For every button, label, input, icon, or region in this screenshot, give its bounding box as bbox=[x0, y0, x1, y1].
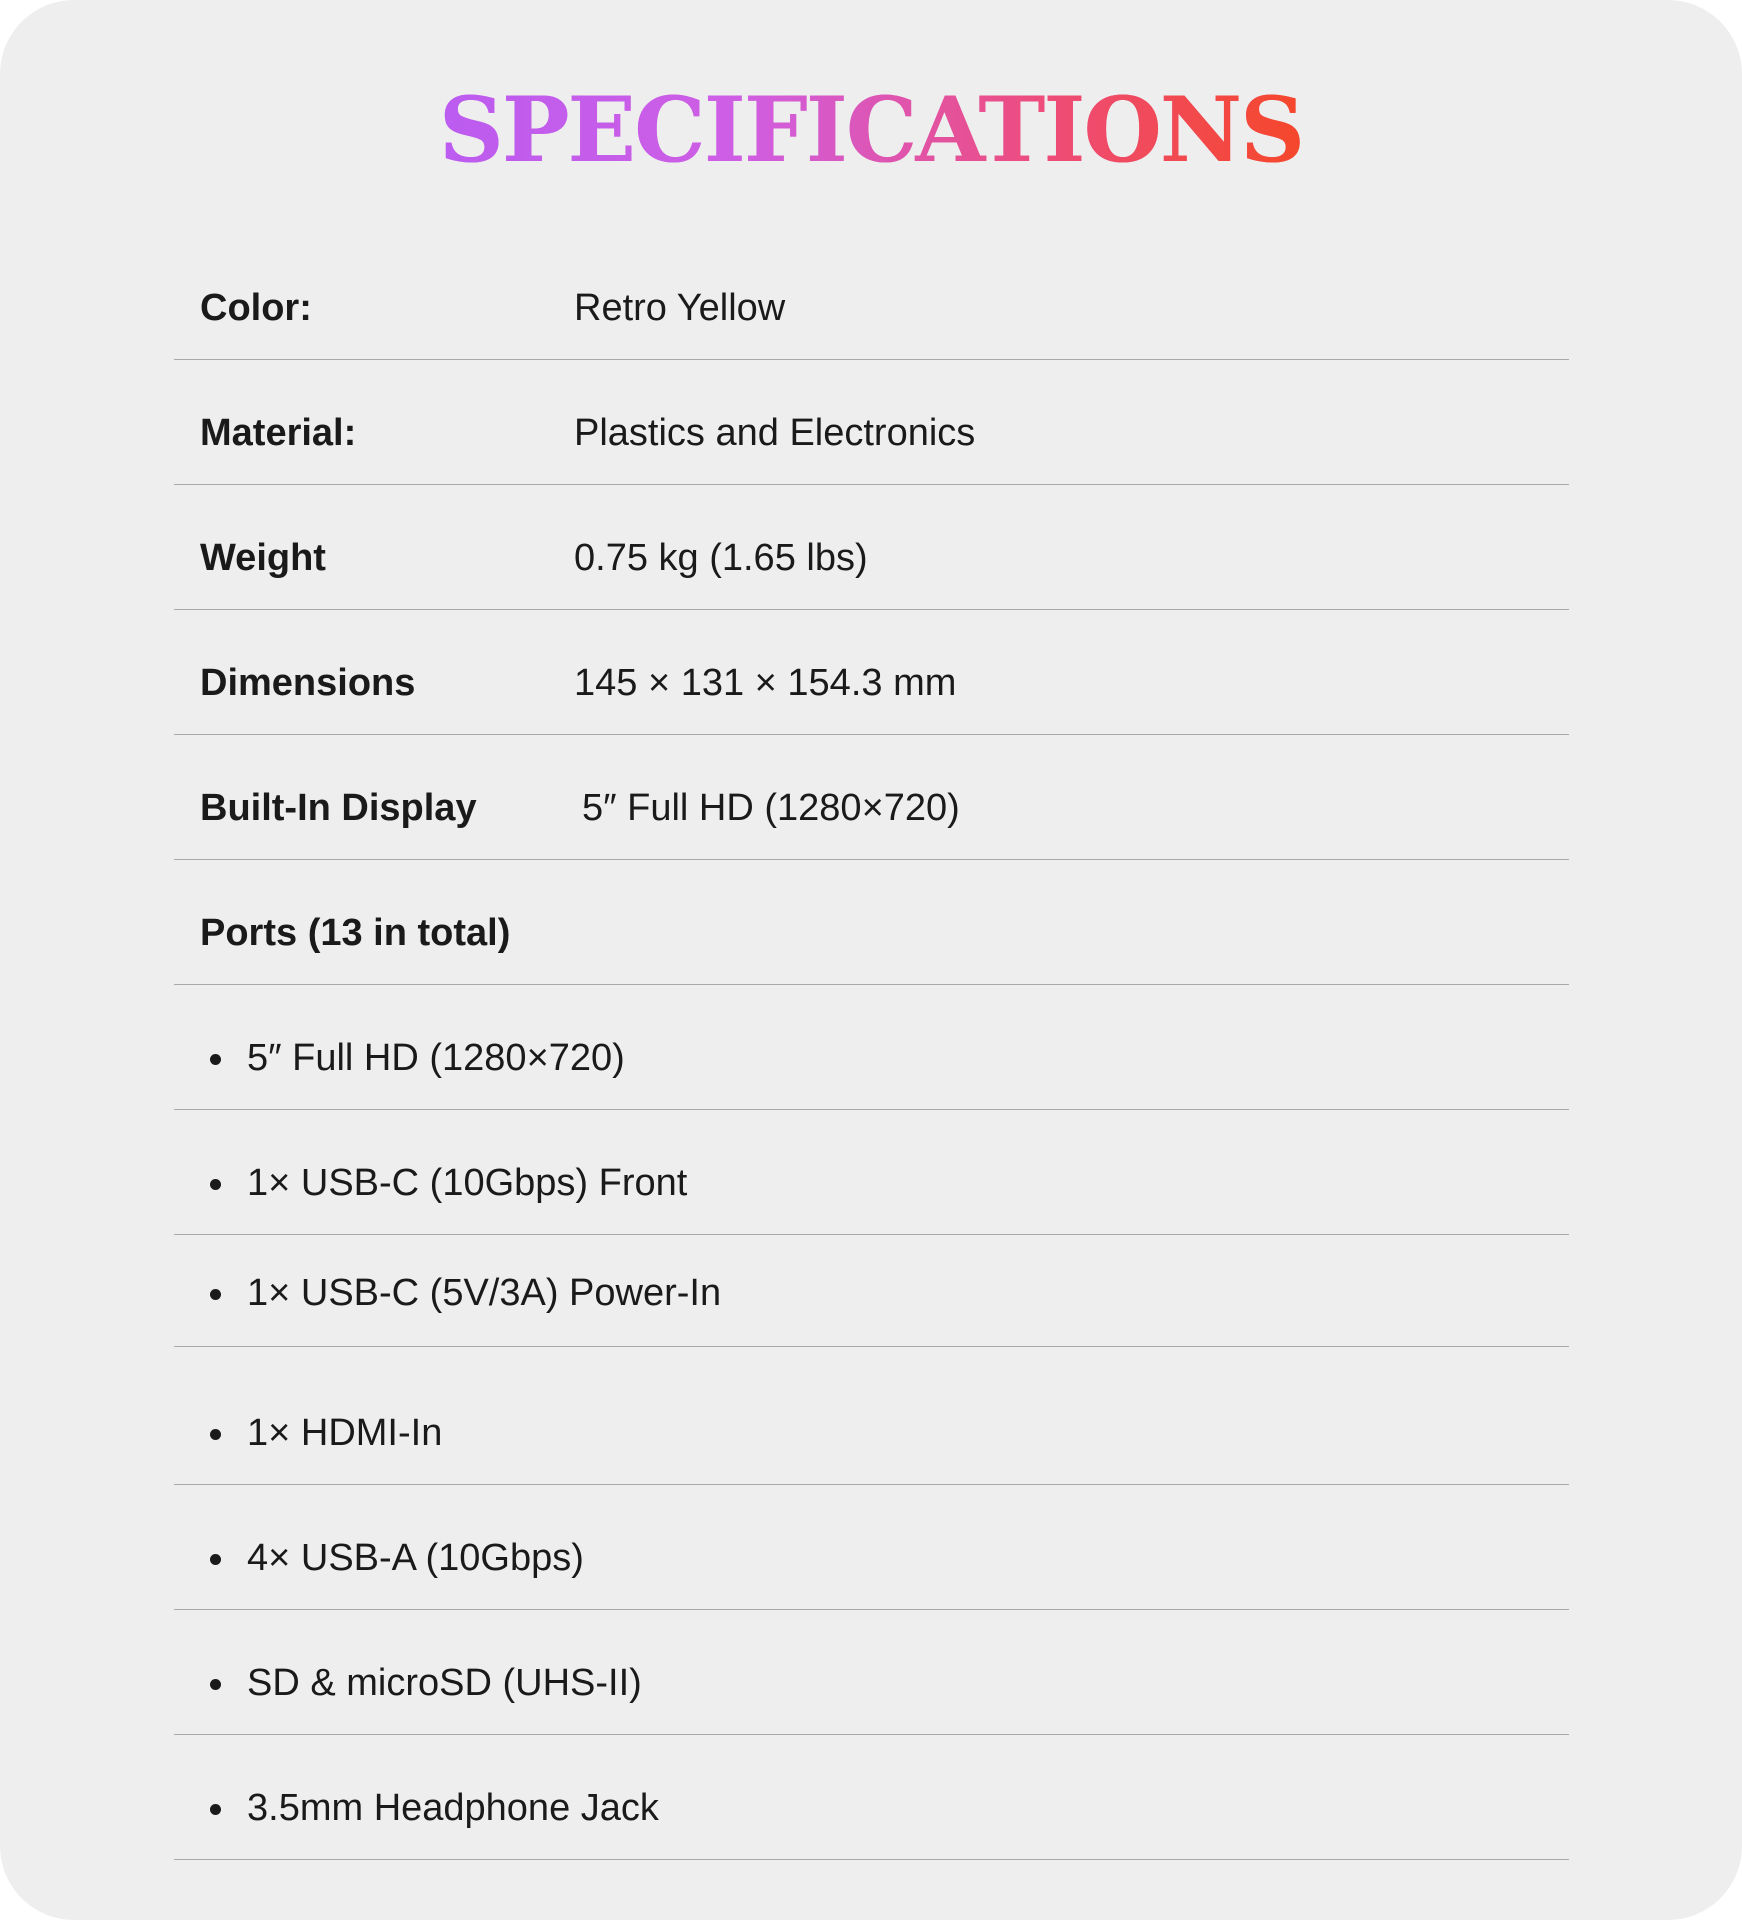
spec-value: Retro Yellow bbox=[574, 287, 786, 329]
spec-label: Built-In Display bbox=[200, 787, 477, 829]
port-label: 1× USB-C (5V/3A) Power-In bbox=[247, 1272, 722, 1314]
bullet-icon bbox=[210, 1289, 221, 1300]
spec-value: Plastics and Electronics bbox=[574, 412, 976, 454]
bullet-icon bbox=[210, 1679, 221, 1690]
spec-row-weight bbox=[174, 485, 1569, 610]
spec-value: 5″ Full HD (1280×720) bbox=[582, 787, 960, 829]
port-item bbox=[174, 1110, 1569, 1235]
spec-value: 145 × 131 × 154.3 mm bbox=[574, 662, 957, 704]
spec-label: Color: bbox=[200, 287, 312, 329]
port-item bbox=[174, 985, 1569, 1110]
port-label: 4× USB-A (10Gbps) bbox=[247, 1537, 584, 1579]
spec-row-dimensions bbox=[174, 610, 1569, 735]
bullet-icon bbox=[210, 1804, 221, 1815]
port-label: 1× HDMI-In bbox=[247, 1412, 443, 1454]
spec-row-display bbox=[174, 735, 1569, 860]
port-item bbox=[174, 1347, 1569, 1485]
bullet-icon bbox=[210, 1429, 221, 1440]
port-label: SD & microSD (UHS-II) bbox=[247, 1662, 642, 1704]
page-title bbox=[0, 77, 1742, 183]
spec-value: 0.75 kg (1.65 lbs) bbox=[574, 537, 868, 579]
port-item bbox=[174, 1735, 1569, 1860]
port-item bbox=[174, 1485, 1569, 1610]
bullet-icon bbox=[210, 1054, 221, 1065]
ports-heading-row bbox=[174, 860, 1569, 985]
title-text: SPECIFICATIONS bbox=[438, 77, 1304, 183]
specs-table bbox=[174, 236, 1569, 1860]
spec-label: Dimensions bbox=[200, 662, 416, 704]
port-label: 1× USB-C (10Gbps) Front bbox=[247, 1162, 688, 1204]
bullet-icon bbox=[210, 1179, 221, 1190]
bullet-icon bbox=[210, 1554, 221, 1565]
spec-label: Material: bbox=[200, 412, 357, 454]
port-item bbox=[174, 1610, 1569, 1735]
ports-heading: Ports (13 in total) bbox=[200, 912, 511, 954]
port-label: 3.5mm Headphone Jack bbox=[247, 1787, 659, 1829]
spec-label: Weight bbox=[200, 537, 326, 579]
port-label: 5″ Full HD (1280×720) bbox=[247, 1037, 625, 1079]
port-item bbox=[174, 1235, 1569, 1347]
spec-row-material bbox=[174, 360, 1569, 485]
spec-row-color bbox=[174, 236, 1569, 360]
